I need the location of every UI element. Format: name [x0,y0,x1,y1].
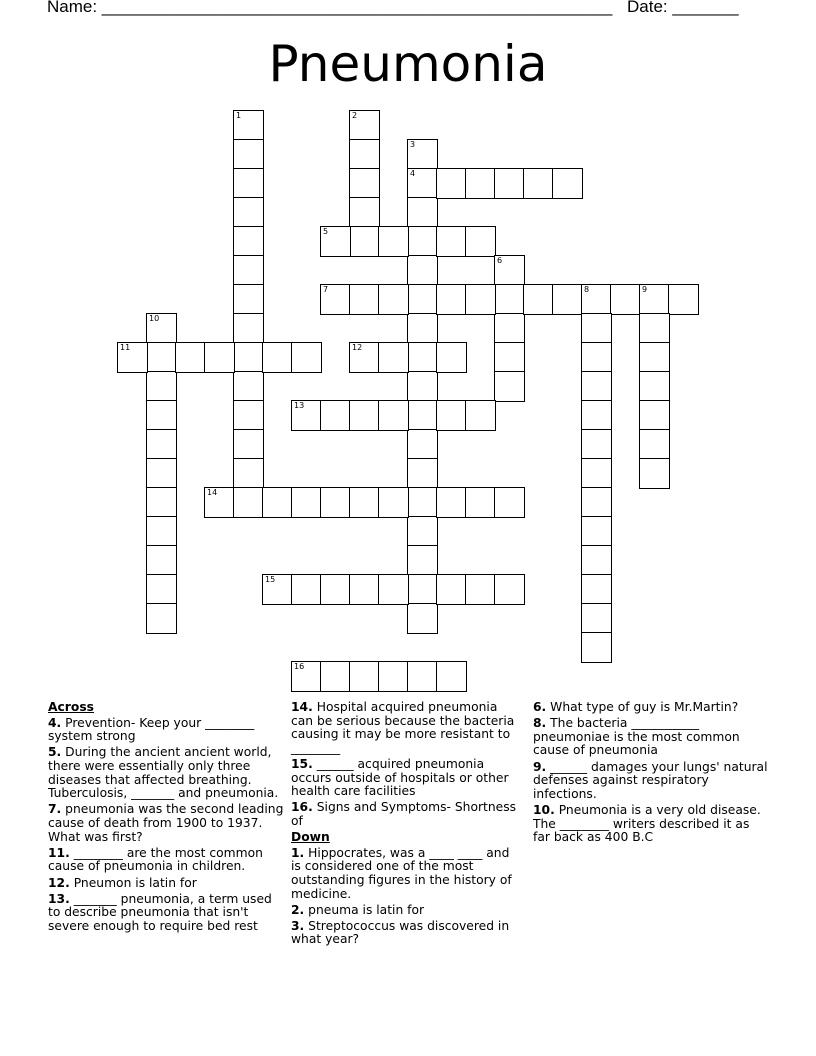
grid-cell[interactable] [436,226,467,257]
grid-cell[interactable] [407,574,438,605]
grid-cell[interactable] [581,400,612,431]
grid-cell[interactable] [407,313,438,344]
clue-across-12: 12. Pneumon is latin for [48,875,197,890]
grid-cell[interactable] [233,284,264,315]
grid-cell[interactable] [581,516,612,547]
grid-cell-number: 10 [149,314,160,323]
grid-cell[interactable] [465,487,496,518]
grid-cell[interactable] [639,458,670,489]
grid-cell[interactable] [581,487,612,518]
grid-cell[interactable] [291,400,322,431]
grid-cell[interactable] [407,400,438,431]
grid-cell[interactable] [320,574,351,605]
clue-column-2 [291,701,523,950]
grid-cell[interactable] [291,661,322,692]
clue-down-2: 2. pneuma is latin for [291,902,425,917]
grid-cell-number: 9 [642,285,648,294]
grid-cell[interactable] [494,313,525,344]
grid-cell[interactable] [233,139,264,170]
grid-cell[interactable] [349,168,380,199]
grid-cell[interactable] [494,574,525,605]
grid-cell[interactable] [233,429,264,460]
grid-cell[interactable] [262,342,293,373]
clue-down-3: 3. Streptococcus was discovered in what year? [291,918,510,947]
grid-cell[interactable] [494,284,525,315]
grid-cell[interactable] [523,168,554,199]
grid-cell[interactable] [291,342,322,373]
grid-cell[interactable] [349,139,380,170]
grid-cell[interactable] [407,371,438,402]
grid-cell[interactable] [407,197,438,228]
clue-down-8: 8. The bacteria ___________ pneumoniae is the most common cause of pneumonia [533,716,740,758]
grid-cell[interactable] [407,603,438,634]
grid-cell[interactable] [117,342,148,373]
clue-column-3 [533,701,768,847]
grid-cell[interactable] [436,400,467,431]
grid-cell[interactable] [204,342,235,373]
grid-cell-number: 7 [323,285,329,294]
grid-cell[interactable] [552,284,583,315]
grid-cell[interactable] [320,661,351,692]
grid-cell[interactable] [407,516,438,547]
grid-cell[interactable] [146,429,177,460]
grid-cell[interactable] [436,284,467,315]
grid-cell[interactable] [581,284,612,315]
grid-cell[interactable] [233,400,264,431]
grid-cell[interactable] [233,226,264,257]
grid-cell[interactable] [407,458,438,489]
grid-cell[interactable] [233,342,264,373]
grid-cell[interactable] [146,487,177,518]
clue-across-13: 13. _______ pneumonia, a term used to describe pneumonia that isn't severe enough to require bed rest [48,891,272,933]
grid-cell[interactable] [465,400,496,431]
grid-cell[interactable] [349,487,380,518]
grid-cell[interactable] [552,168,583,199]
clue-across-11: 11. ________ are the most common cause of pneumonia in children. [48,845,263,874]
grid-cell[interactable] [581,313,612,344]
clue-down-6: 6. What type of guy is Mr.Martin? [533,700,739,714]
clue-down-1: 1. Hippocrates, was a ____ ____ and is considered one of the most outstanding figures in the history of medicine. [291,845,512,901]
grid-cell[interactable] [349,400,380,431]
grid-cell[interactable] [465,574,496,605]
grid-cell[interactable] [407,661,438,692]
grid-cell[interactable] [146,400,177,431]
grid-cell-number: 11 [120,343,131,352]
grid-cell[interactable] [233,487,264,518]
grid-cell[interactable] [407,168,438,199]
grid-cell[interactable] [378,284,409,315]
grid-cell[interactable] [523,284,554,315]
grid-cell[interactable] [262,574,293,605]
grid-cell[interactable] [233,110,264,141]
grid-cell[interactable] [349,661,380,692]
grid-cell[interactable] [639,342,670,373]
grid-cell[interactable] [349,342,380,373]
grid-cell[interactable] [407,226,438,257]
grid-cell[interactable] [639,313,670,344]
grid-cell[interactable] [233,313,264,344]
grid-cell[interactable] [204,487,235,518]
grid-cell[interactable] [320,284,351,315]
grid-cell[interactable] [610,284,641,315]
grid-cell[interactable] [146,574,177,605]
grid-cell[interactable] [349,574,380,605]
grid-cell[interactable] [465,284,496,315]
grid-cell[interactable] [262,487,293,518]
grid-cell[interactable] [146,342,177,373]
across-heading: Across [48,700,94,714]
grid-cell[interactable] [581,458,612,489]
grid-cell[interactable] [349,284,380,315]
clue-across-5: 5. During the ancient ancient world, there were essentially only three diseases that affected breathing. Tuberculosis, _______ and pneumonia. [48,745,279,801]
grid-cell[interactable] [494,487,525,518]
grid-cell[interactable] [233,168,264,199]
clue-down-9: 9. ______ damages your lungs' natural defenses against respiratory infections. [533,759,768,801]
grid-cell[interactable] [320,400,351,431]
grid-cell[interactable] [378,342,409,373]
grid-cell[interactable] [639,429,670,460]
grid-cell[interactable] [639,284,670,315]
grid-cell[interactable] [146,516,177,547]
grid-cell-number: 2 [352,111,358,120]
grid-cell[interactable] [581,371,612,402]
grid-cell[interactable] [291,574,322,605]
grid-cell[interactable] [378,574,409,605]
grid-cell[interactable] [494,168,525,199]
grid-cell[interactable] [146,371,177,402]
clue-across-14: 14. Hospital acquired pneumonia can be serious because the bacteria causing it may be more resistant to ________ [291,700,515,755]
grid-cell-number: 16 [294,662,305,671]
grid-cell[interactable] [581,342,612,373]
grid-cell[interactable] [465,168,496,199]
grid-cell[interactable] [378,400,409,431]
grid-cell[interactable] [146,545,177,576]
clue-across-15: 15. ______ acquired pneumonia occurs outside of hospitals or other health care facilities [291,756,509,799]
name-field-label[interactable]: Name: ______________________________________________________ [47,0,613,16]
grid-cell-number: 4 [410,169,416,178]
grid-cell[interactable] [436,342,467,373]
date-field-label[interactable]: Date: _______ [627,0,739,16]
clue-across-16: 16. Signs and Symptoms- Shortness of [291,800,517,828]
grid-cell[interactable] [407,342,438,373]
grid-cell[interactable] [320,487,351,518]
grid-cell-number: 13 [294,401,305,410]
grid-cell-number: 12 [352,343,363,352]
clue-across-4: 4. Prevention- Keep your ________ system strong [48,715,255,744]
grid-cell[interactable] [639,400,670,431]
grid-cell[interactable] [407,429,438,460]
grid-cell[interactable] [233,371,264,402]
clue-column-1 [48,701,284,936]
grid-cell-number: 1 [236,111,242,120]
grid-cell[interactable] [436,574,467,605]
grid-cell[interactable] [349,226,380,257]
grid-cell[interactable] [581,545,612,576]
down-heading: Down [291,830,330,845]
grid-cell-number: 15 [265,575,276,584]
grid-cell[interactable] [349,197,380,228]
grid-cell[interactable] [407,545,438,576]
grid-cell[interactable] [146,313,177,344]
grid-cell[interactable] [494,255,525,286]
grid-cell[interactable] [407,255,438,286]
clue-across-7: 7. pneumonia was the second leading cause of death from 1900 to 1937. What was first? [48,802,284,844]
grid-cell[interactable] [639,371,670,402]
grid-cell[interactable] [233,197,264,228]
grid-cell[interactable] [320,226,351,257]
grid-cell[interactable] [436,168,467,199]
grid-cell[interactable] [581,632,612,663]
grid-cell[interactable] [436,661,467,692]
grid-cell[interactable] [407,139,438,170]
grid-cell[interactable] [146,458,177,489]
grid-cell-number: 6 [497,256,503,265]
grid-cell[interactable] [436,487,467,518]
grid-cell[interactable] [407,284,438,315]
grid-cell[interactable] [465,226,496,257]
grid-cell-number: 8 [584,285,590,294]
grid-cell[interactable] [233,255,264,286]
grid-cell-number: 3 [410,140,416,149]
grid-cell[interactable] [233,458,264,489]
grid-cell[interactable] [291,487,322,518]
grid-cell-number: 5 [323,227,329,236]
grid-cell[interactable] [581,603,612,634]
grid-cell[interactable] [494,371,525,402]
grid-cell[interactable] [494,342,525,373]
grid-cell[interactable] [378,661,409,692]
grid-cell[interactable] [378,487,409,518]
grid-cell[interactable] [668,284,699,315]
grid-cell[interactable] [349,110,380,141]
grid-cell[interactable] [175,342,206,373]
grid-cell-number: 14 [207,488,218,497]
grid-cell[interactable] [581,574,612,605]
grid-cell[interactable] [581,429,612,460]
grid-cell[interactable] [146,603,177,634]
page-title: Pneumonia [268,35,548,93]
grid-cell[interactable] [407,487,438,518]
grid-cell[interactable] [378,226,409,257]
clue-down-10: 10. Pneumonia is a very old disease. The ________ writers described it as far back as 400 B.C [533,802,761,845]
